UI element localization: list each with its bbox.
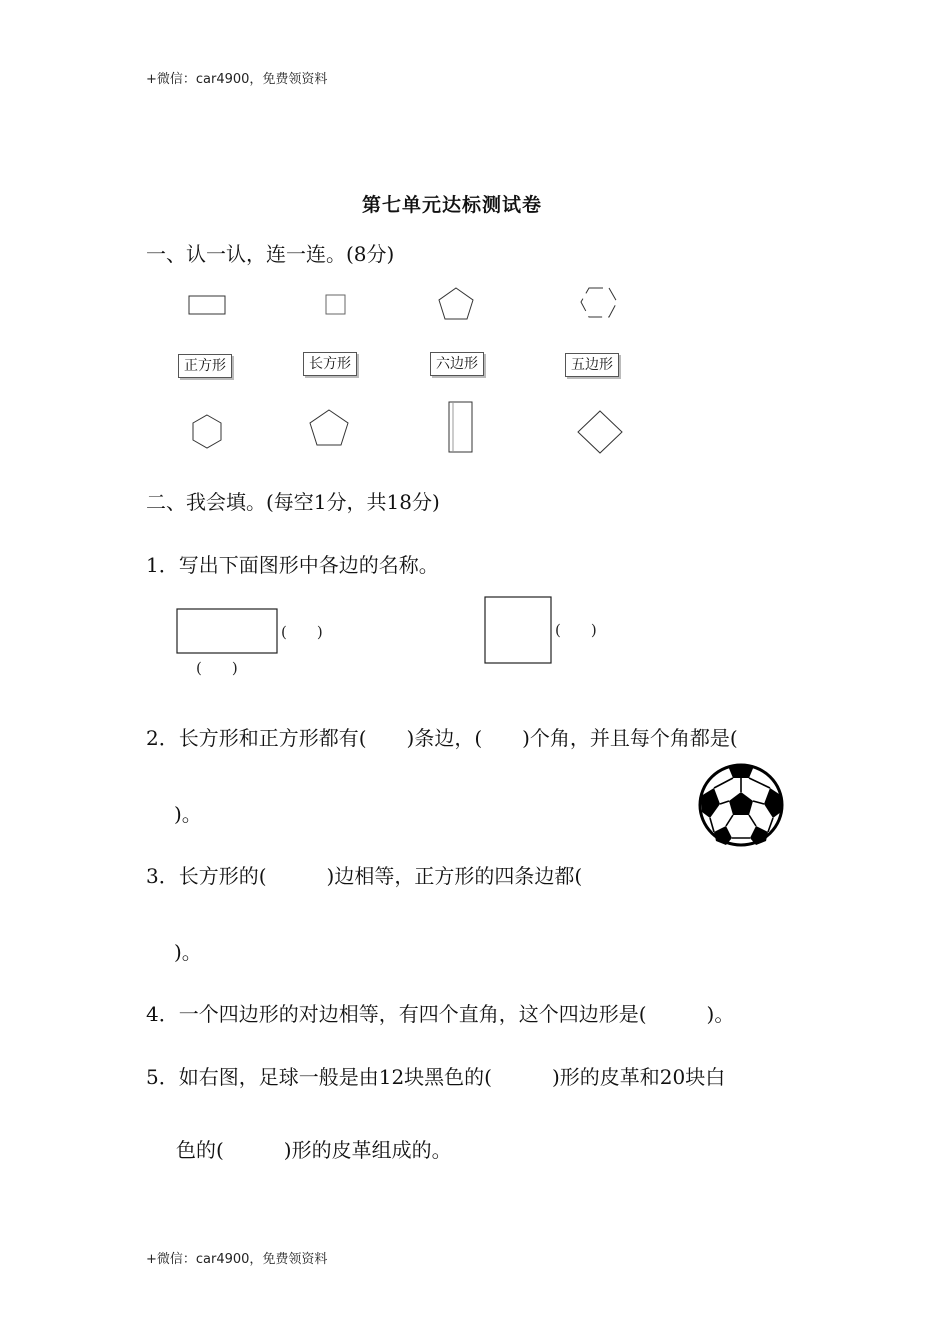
label-pentagon: 五边形 [565,353,619,377]
top-rectangle-shape [188,295,228,317]
question-3-line2: )。 [174,940,202,964]
soccer-ball-image [698,762,786,848]
bottom-hexagon-shape [191,413,225,451]
q1-blank-right: ( ) [281,623,323,641]
page-title: 第七单元达标测试卷 [362,194,543,216]
section1-heading: 一、认一认，连一连。(8分) [146,242,395,266]
question-5-line2: 色的( )形的皮革组成的。 [176,1138,452,1162]
question-4: 4．一个四边形的对边相等，有四个直角，这个四边形是( )。 [146,1002,735,1026]
label-hexagon: 六边形 [430,352,484,376]
top-hexagon-shape [580,286,620,320]
q1-rectangle-figure [176,608,280,656]
q1-blank-below: ( ) [196,659,238,677]
top-pentagon-shape [437,286,477,322]
question-3-line1: 3．长方形的( )边相等，正方形的四条边都( [146,864,583,888]
question-5-line1: 5．如右图，足球一般是由12块黑色的( )形的皮革和20块白 [146,1065,726,1089]
q1-square-figure [484,596,554,666]
top-square-shape [325,294,349,318]
bottom-square-diamond-shape [576,409,626,457]
question-2-line1: 2．长方形和正方形都有( )条边，( )个角，并且每个角都是( [146,726,738,750]
question-1: 1．写出下面图形中各边的名称。 [146,553,439,577]
bottom-pentagon-shape [308,408,352,448]
watermark-top: +微信：car4900，免费领资料 [146,72,328,87]
section2-heading: 二、我会填。(每空1分，共18分) [146,490,440,514]
label-rectangle: 长方形 [303,352,357,376]
watermark-bottom: +微信：car4900，免费领资料 [146,1252,328,1267]
bottom-rectangle-shape [448,400,476,456]
question-2-line2: )。 [174,802,202,826]
q1-blank-square: ( ) [555,621,597,639]
label-square: 正方形 [178,354,232,378]
